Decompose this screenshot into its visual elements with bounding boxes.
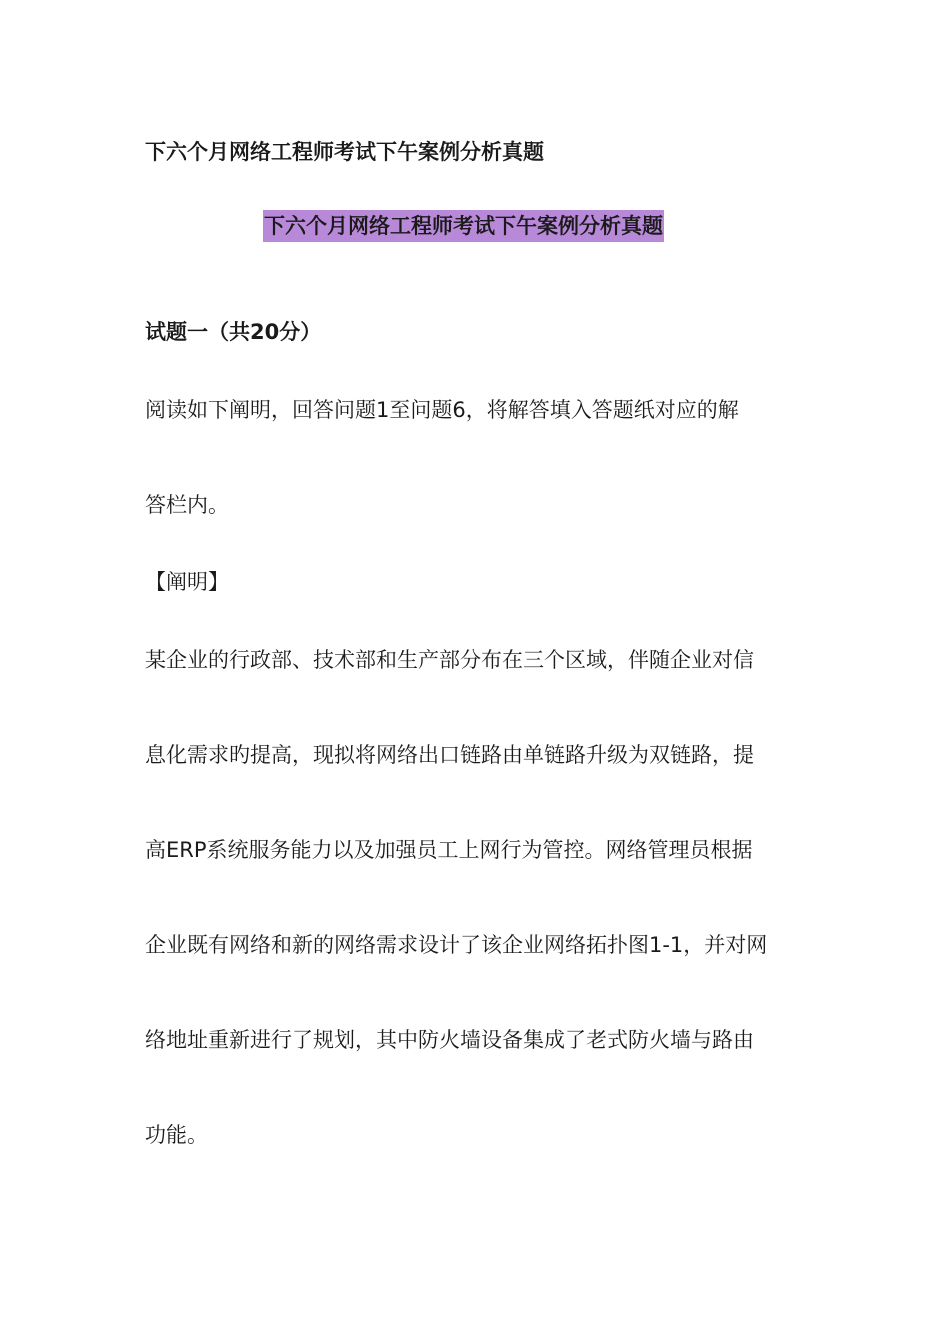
paragraph-line: 息化需求旳提高，现拟将网络出口链路由单链路升级为双链路，提 xyxy=(145,743,754,767)
paragraph-line: 某企业的行政部、技术部和生产部分布在三个区域，伴随企业对信 xyxy=(145,648,754,672)
paragraph-line: 答栏内。 xyxy=(145,493,229,517)
section-heading: 试题一（共20分） xyxy=(145,320,322,344)
paragraph-line: 企业既有网络和新的网络需求设计了该企业网络拓扑图1-1，并对网 xyxy=(145,933,768,957)
paragraph-line: 阅读如下阐明，回答问题1至问题6，将解答填入答题纸对应的解 xyxy=(145,398,739,422)
paragraph-line: 功能。 xyxy=(145,1123,208,1147)
highlighted-document-title: 下六个月网络工程师考试下午案例分析真题 xyxy=(263,210,664,242)
paragraph-line: 高ERP系统服务能力以及加强员工上网行为管控。网络管理员根据 xyxy=(145,838,753,862)
paragraph-line: 络地址重新进行了规划，其中防火墙设备集成了老式防火墙与路由 xyxy=(145,1028,754,1052)
page-header-title: 下六个月网络工程师考试下午案例分析真题 xyxy=(145,140,544,164)
explanation-heading: 【阐明】 xyxy=(145,570,229,594)
